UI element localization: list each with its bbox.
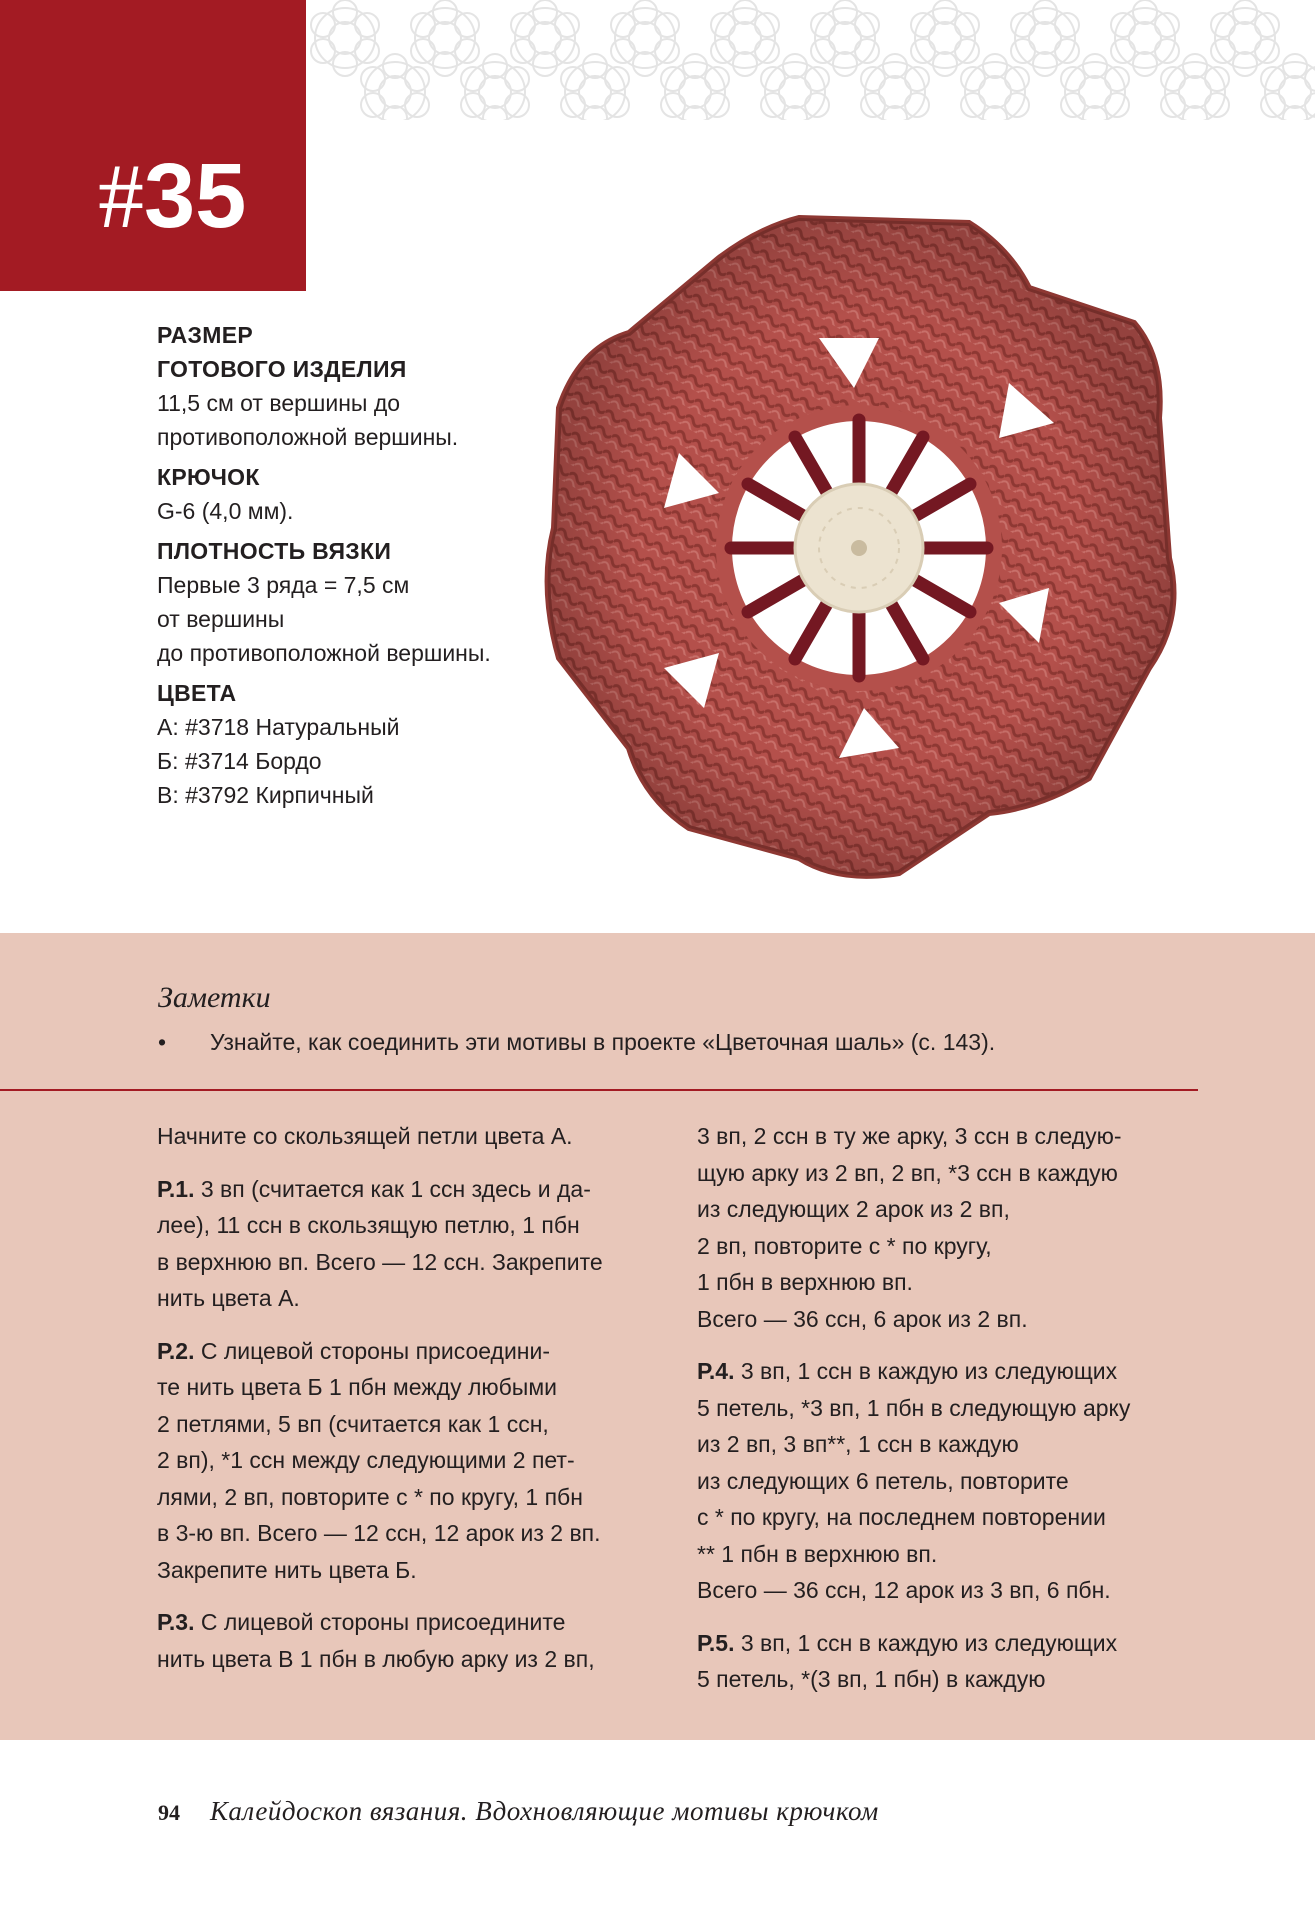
page-number: 94	[158, 1800, 180, 1825]
instructions-left-column	[157, 1118, 667, 1693]
round-line: с * по кругу, на последнем повторении	[697, 1504, 1106, 1530]
round-label: Р.3.	[157, 1609, 195, 1635]
round-1	[157, 1171, 667, 1317]
pattern-number-value: 35	[144, 145, 247, 247]
round-line: щую арку из 2 вп, 2 вп, *3 ссн в каждую	[697, 1159, 1118, 1186]
round-label: Р.5.	[697, 1629, 735, 1656]
round-line: 2 вп, повторите с * по кругу,	[697, 1232, 992, 1259]
specs-block	[157, 318, 577, 818]
size-line: 11,5 см от вершины до	[157, 390, 401, 416]
section-divider	[0, 1089, 1198, 1091]
intro-line: Начните со скользящей петли цвета А.	[157, 1123, 573, 1149]
gauge-line: Первые 3 ряда = 7,5 см	[157, 572, 410, 598]
round-line: 5 петель, *(3 вп, 1 пбн) в каждую	[697, 1666, 1046, 1692]
instructions-right-column	[697, 1118, 1197, 1714]
round-line: в верхнюю вп. Всего — 12 ссн. Закрепите	[157, 1248, 603, 1275]
round-line: из 2 вп, 3 вп**, 1 ссн в каждую	[697, 1431, 1019, 1457]
round-line: из следующих 2 арок из 2 вп,	[697, 1196, 1010, 1222]
round-line: те нить цвета Б 1 пбн между любыми	[157, 1374, 557, 1400]
round-line: 5 петель, *3 вп, 1 пбн в следующую арку	[697, 1394, 1131, 1421]
gauge-line: от вершины	[157, 606, 285, 632]
hook-line: G-6 (4,0 мм).	[157, 498, 294, 524]
pattern-number	[98, 145, 247, 247]
round-line: нить цвета А.	[157, 1285, 300, 1311]
notes-item-text: Узнайте, как соединить эти мотивы в проекте «Цветочная шаль» (с. 143).	[210, 1029, 996, 1055]
round-line: ** 1 пбн в верхнюю вп.	[697, 1540, 938, 1567]
size-heading-1: РАЗМЕР	[157, 322, 253, 348]
intro-paragraph	[157, 1118, 667, 1155]
round-line: из следующих 6 петель, повторите	[697, 1467, 1069, 1494]
round-line: С лицевой стороны присоедините	[194, 1609, 566, 1635]
round-line: Всего — 36 ссн, 6 арок из 2 вп.	[697, 1305, 1028, 1332]
crochet-motif-image	[528, 205, 1190, 891]
round-line: Всего — 36 ссн, 12 арок из 3 вп, 6 пбн.	[697, 1577, 1111, 1603]
round-3	[157, 1604, 667, 1677]
round-line: 2 петлями, 5 вп (считается как 1 ссн,	[157, 1410, 549, 1437]
round-5	[697, 1625, 1197, 1698]
round-label: Р.2.	[157, 1337, 195, 1364]
color-line: А: #3718 Натуральный	[157, 714, 400, 740]
color-line: В: #3792 Кирпичный	[157, 782, 374, 808]
lace-ornament	[305, 0, 1315, 120]
pattern-number-badge	[0, 0, 306, 291]
round-line: 3 вп, 1 ссн в каждую из следующих	[734, 1629, 1118, 1656]
gauge-section	[157, 534, 577, 670]
gauge-heading: ПЛОТНОСТЬ ВЯЗКИ	[157, 538, 392, 564]
round-line: лее), 11 ссн в скользящую петлю, 1 пбн	[157, 1212, 580, 1238]
size-section	[157, 318, 577, 454]
round-3-continued	[697, 1118, 1197, 1337]
size-heading-2: ГОТОВОГО ИЗДЕЛИЯ	[157, 356, 407, 382]
color-line: Б: #3714 Бордо	[157, 748, 322, 774]
round-label: Р.4.	[697, 1358, 735, 1384]
round-line: С лицевой стороны присоедини-	[194, 1337, 551, 1364]
round-line: 1 пбн в верхнюю вп.	[697, 1269, 913, 1295]
round-line: Закрепите нить цвета Б.	[157, 1556, 417, 1583]
round-line: нить цвета В 1 пбн в любую арку из 2 вп,	[157, 1645, 595, 1672]
bullet-icon: •	[158, 1029, 167, 1055]
page-footer	[158, 1796, 879, 1827]
round-line: в 3-ю вп. Всего — 12 ссн, 12 арок из 2 вп.	[157, 1520, 601, 1546]
round-2	[157, 1333, 667, 1589]
notes-item	[158, 1024, 995, 1060]
gauge-line: до противоположной вершины.	[157, 640, 491, 666]
round-line: 3 вп, 2 ссн в ту же арку, 3 ссн в следую-	[697, 1123, 1122, 1149]
book-title: Калейдоскоп вязания. Вдохновляющие мотивы крючком	[210, 1796, 879, 1826]
hook-heading: КРЮЧОК	[157, 464, 260, 490]
notes-title: Заметки	[158, 981, 271, 1014]
pattern-hash: #	[98, 145, 144, 247]
round-line: лями, 2 вп, повторите с * по кругу, 1 пбн	[157, 1483, 583, 1510]
round-line: 3 вп (считается как 1 ссн здесь и да-	[194, 1175, 591, 1202]
round-label: Р.1.	[157, 1175, 195, 1202]
round-line: 3 вп, 1 ссн в каждую из следующих	[734, 1358, 1118, 1384]
round-line: 2 вп), *1 ссн между следующими 2 пет-	[157, 1447, 575, 1473]
hook-section	[157, 460, 577, 528]
colors-section	[157, 676, 577, 812]
round-4	[697, 1353, 1197, 1609]
colors-heading: ЦВЕТА	[157, 680, 237, 706]
size-line: противоположной вершины.	[157, 424, 459, 450]
